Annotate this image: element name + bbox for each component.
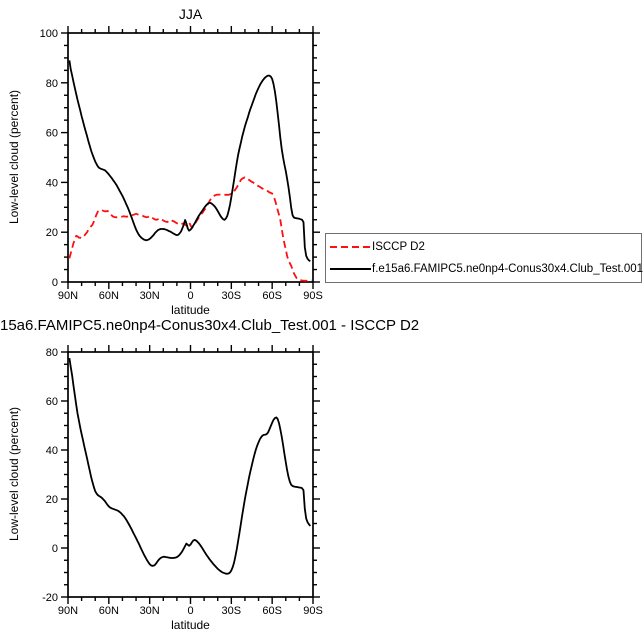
tick-marks <box>61 26 320 289</box>
y-tick-label: 60 <box>45 127 58 140</box>
chart-top <box>40 26 323 302</box>
series-line-difference <box>69 358 310 574</box>
tick-labels <box>42 347 323 617</box>
y-tick-label: 0 <box>51 277 58 289</box>
y-tick-label: 80 <box>45 347 58 359</box>
top-y-axis-label: Low-level cloud (percent) <box>7 89 21 225</box>
series-line-f-e15a6-famipc5-ne0np4-conus30x4-club-test-001 <box>69 60 310 261</box>
tick-labels <box>40 28 323 302</box>
y-tick-label: 20 <box>45 227 58 240</box>
y-tick-label: -20 <box>42 592 58 604</box>
legend <box>325 233 642 283</box>
x-tick-label: 90N <box>57 290 79 302</box>
x-tick-label: 0 <box>187 290 194 302</box>
x-tick-label: 90S <box>303 605 323 617</box>
bottom-x-axis-label: latitude <box>171 618 210 632</box>
top-chart-title: JJA <box>178 6 203 22</box>
x-tick-label: 30S <box>221 290 242 302</box>
x-tick-label: 60N <box>98 290 119 302</box>
y-tick-label: 60 <box>45 396 58 408</box>
y-tick-label: 0 <box>51 543 58 555</box>
chart-bottom <box>42 345 323 617</box>
x-tick-label: 60S <box>262 605 282 617</box>
legend-label-model: f.e15a6.FAMIPC5.ne0np4-Conus30x4.Club_Test.001 <box>372 263 644 275</box>
legend-item-model <box>326 258 644 280</box>
legend-solid-line-sample <box>329 266 372 272</box>
bottom-y-axis-label: Low-level cloud (percent) <box>7 406 21 542</box>
axis-box <box>68 33 313 282</box>
legend-item-isccp-d2 <box>326 236 641 258</box>
x-tick-label: 60S <box>262 290 282 302</box>
top-x-axis-label: latitude <box>171 303 210 317</box>
legend-label-isccp-d2: ISCCP D2 <box>372 241 425 253</box>
y-tick-label: 40 <box>45 177 58 190</box>
x-tick-label: 90S <box>303 290 323 302</box>
bottom-chart-title: 15a6.FAMIPC5.ne0np4-Conus30x4.Club_Test.001 - ISCCP D2 <box>0 317 420 334</box>
x-tick-label: 30N <box>139 290 160 302</box>
x-tick-label: 0 <box>187 605 194 617</box>
axis-box <box>68 352 313 597</box>
y-tick-label: 80 <box>45 77 58 90</box>
tick-marks <box>61 345 320 604</box>
legend-dashed-line-sample <box>329 244 372 250</box>
x-tick-label: 30S <box>221 605 242 617</box>
y-tick-label: 40 <box>45 445 58 457</box>
y-tick-label: 20 <box>45 494 58 506</box>
y-tick-label: 100 <box>39 28 58 40</box>
x-tick-label: 30N <box>139 605 160 617</box>
x-tick-label: 60N <box>98 605 119 617</box>
x-tick-label: 90N <box>57 605 79 617</box>
